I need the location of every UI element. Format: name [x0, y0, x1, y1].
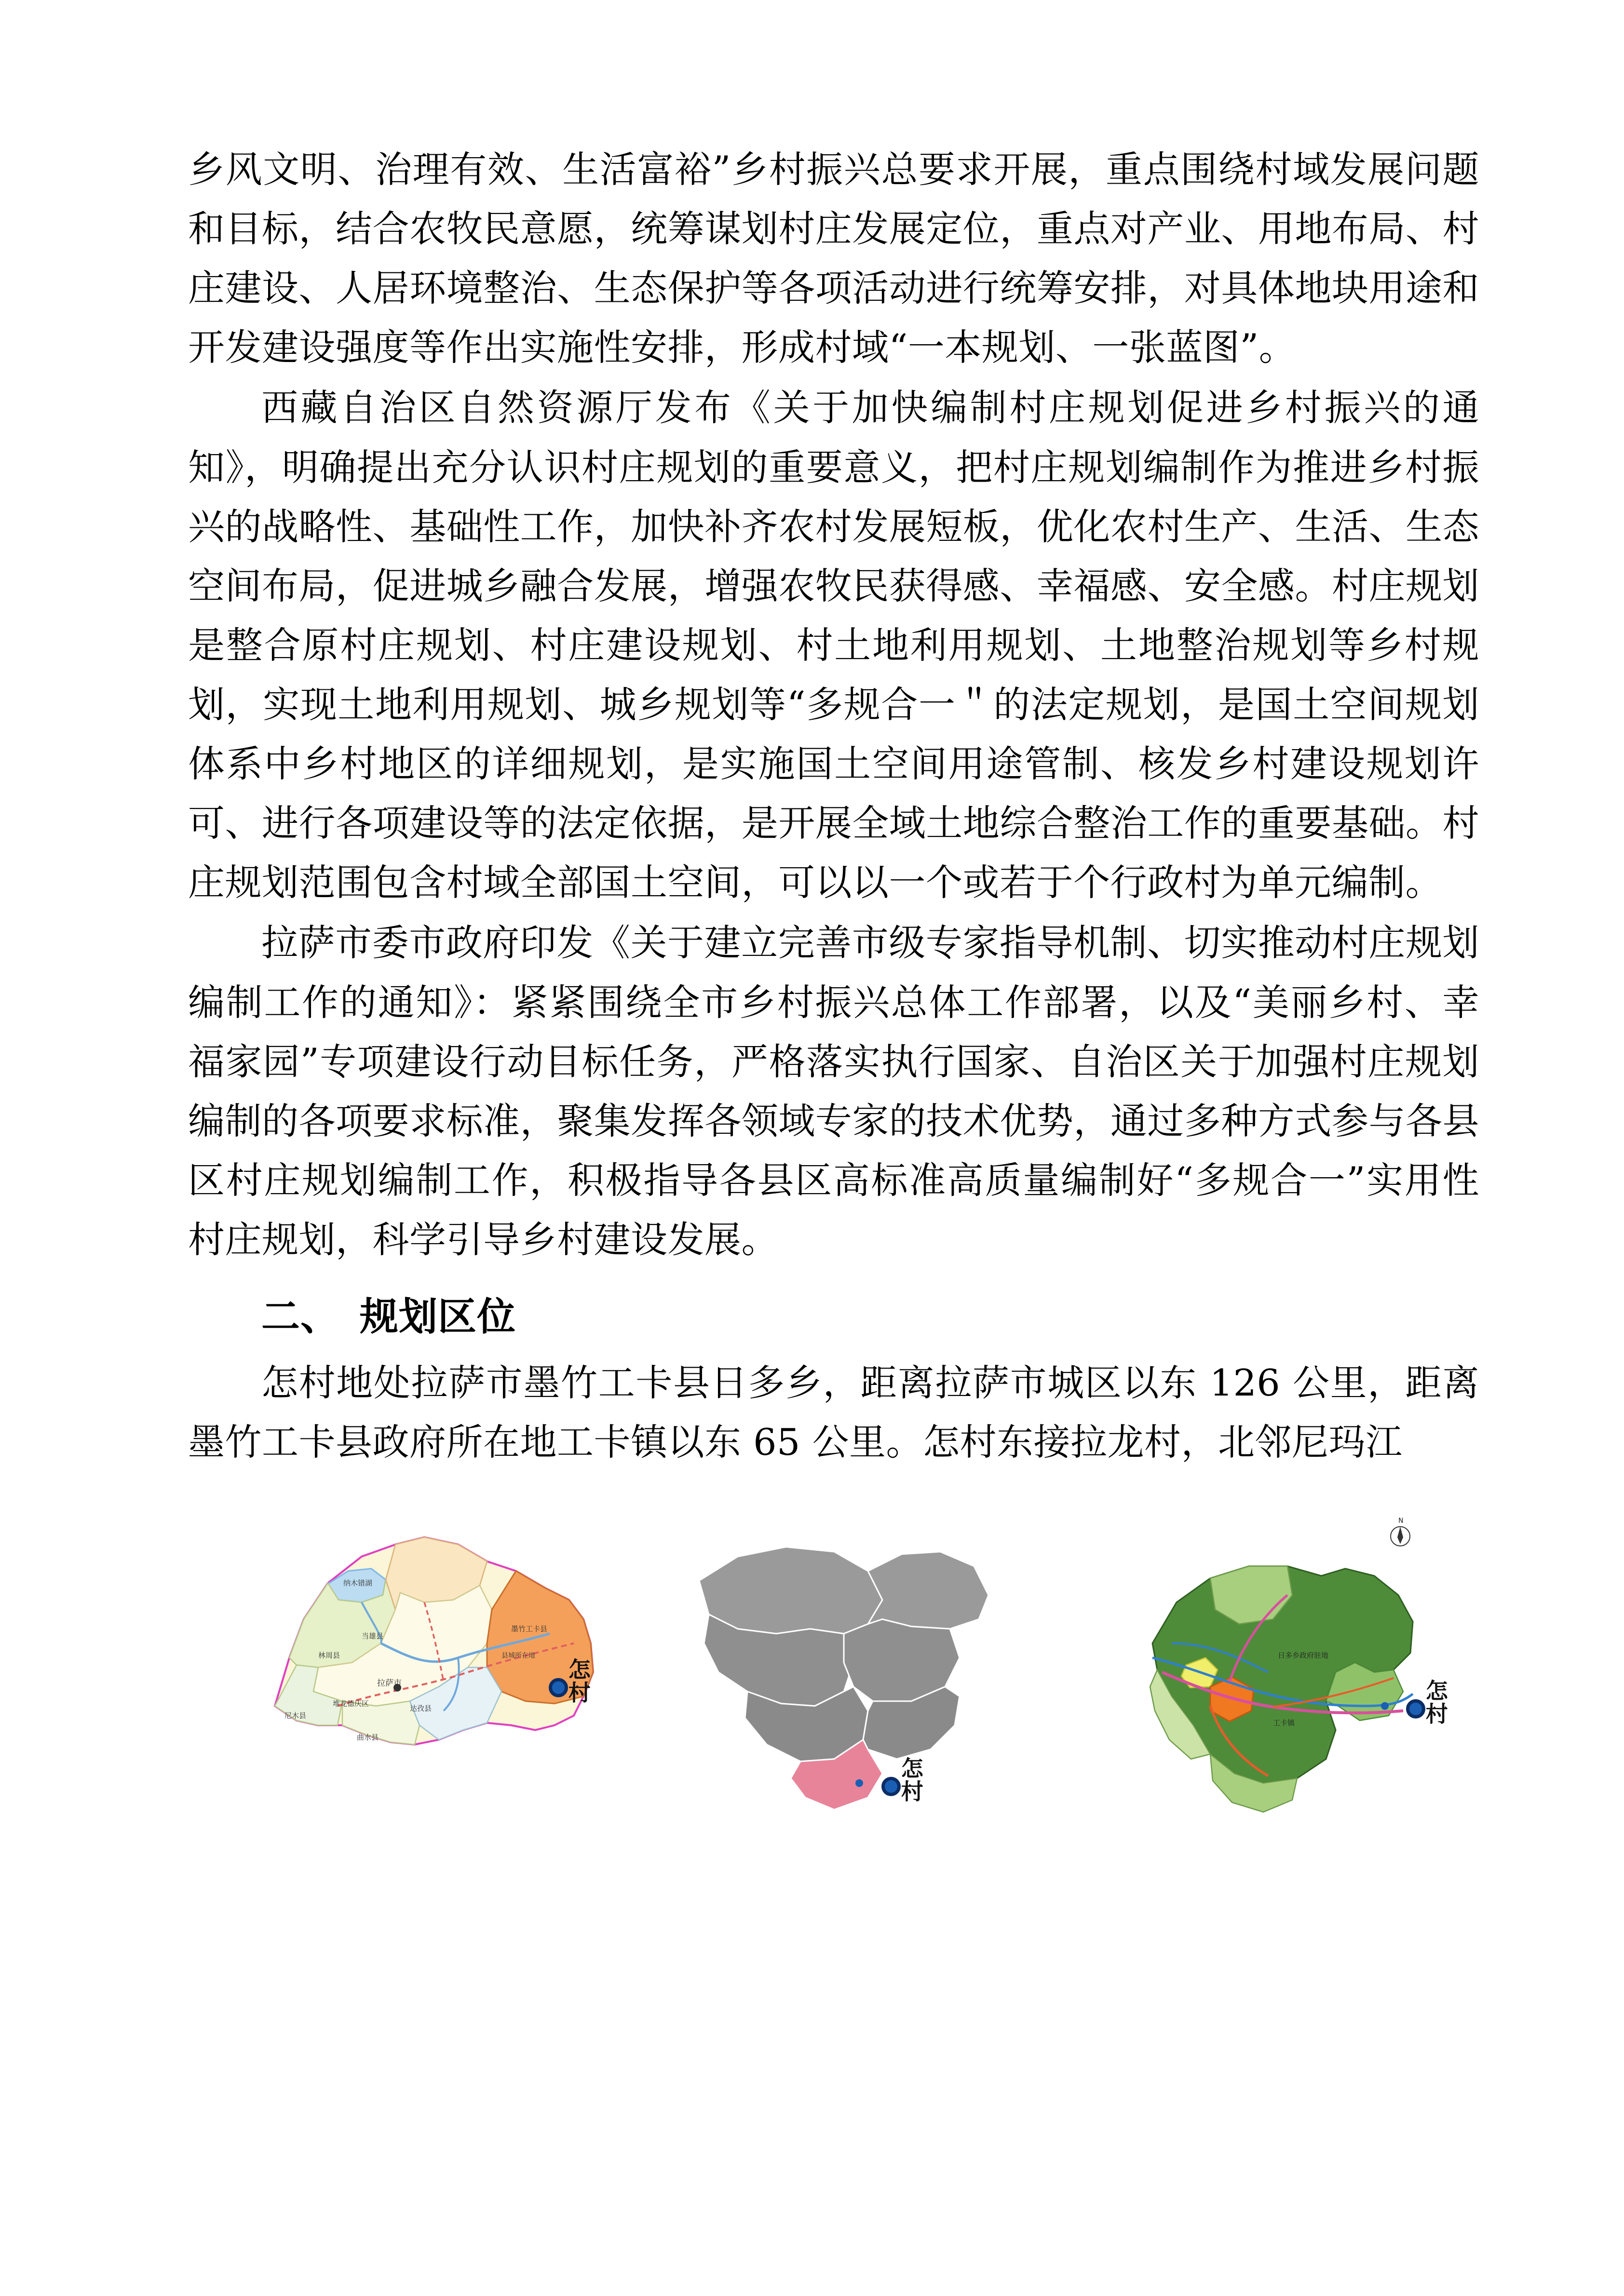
paragraph-3: 拉萨市委市政府印发《关于建立完善市级专家指导机制、切实推动村庄规划编制工作的通知》：紧紧围绕全市乡村振兴总体工作部署，以及“美丽乡村、幸福家园”专项建设行动目标任务，严格落实执行国家、自治区关于加强村庄规划编制的各项要求标准，聚集发挥各领域专家的技术优势，通过多种方式参与各县区村庄规划编制工作，积极指导各县区高标准高质量编制好“多规合一”实用性村庄规划，科学引导乡村建设发展。 [188, 921, 1479, 1261]
svg-text:纳木错湖: 纳木错湖 [343, 1578, 373, 1587]
paragraph-section-location: 怎村地处拉萨市墨竹工卡县日多乡，距离拉萨市城区以东 126 公里，距离墨竹工卡县政府所在地工卡镇以东 65 公里。怎村东接拉龙村，北邻尼玛江 [188, 1361, 1479, 1464]
figure-county-location [641, 1499, 1066, 1865]
figure-row [188, 1499, 1479, 1865]
document-body [188, 140, 1479, 1472]
section-heading [188, 1286, 1479, 1348]
paragraph-2: 西藏自治区自然资源厅发布《关于加快编制村庄规划促进乡村振兴的通知》，明确提出充分认识村庄规划的重要意义，把村庄规划编制作为推进乡村振兴的战略性、基础性工作，加快补齐农村发展短板，优化农村生产、生活、生态空间布局，促进城乡融合发展，增强农牧民获得感、幸福感、安全感。村庄规划是整合原村庄规划、村庄建设规划、村土地利用规划、土地整治规划等乡村规划，实现土地利用规划、城乡规划等“多规合一＂的法定规划，是国土空间规划体系中乡村地区的详细规划，是实施国土空间用途管制、核发乡村建设规划许可、进行各项建设等的法定依据，是开展全域土地综合整治工作的重要基础。村庄规划范围包含村域全部国土空间，可以以一个或若于个行政村为单元编制。 [188, 386, 1479, 904]
section-number: 二、 [261, 1294, 339, 1340]
svg-text:县城所在地: 县城所在地 [501, 1652, 535, 1660]
svg-text:林周县: 林周县 [318, 1651, 340, 1660]
figure-township-detail [1066, 1499, 1490, 1865]
svg-text:拉萨市: 拉萨市 [377, 1678, 402, 1688]
svg-text:达孜县: 达孜县 [410, 1704, 432, 1713]
figure-2-label: 怎村 [897, 1756, 924, 1803]
svg-text:曲水县: 曲水县 [357, 1732, 379, 1742]
compass-icon [1391, 1517, 1410, 1546]
svg-text:工卡镇: 工卡镇 [1273, 1718, 1295, 1727]
svg-text:N: N [1398, 1517, 1404, 1525]
svg-text:当雄县: 当雄县 [362, 1631, 384, 1640]
paragraph-1: 乡风文明、治理有效、生活富裕”乡村振兴总要求开展，重点围绕村域发展问题和目标，结合农牧民意愿，统筹谋划村庄发展定位，重点对产业、用地布局、村庄建设、人居环境整治、生态保护等各项活动进行统筹安排，对具体地块用途和开发建设强度等作出实施性安排，形成村域“一本规划、一张蓝图”。 [188, 148, 1479, 369]
figure-lhasa-region [217, 1499, 641, 1865]
figure-1-label: 怎村 [565, 1657, 591, 1704]
figure-3-label: 怎村 [1422, 1678, 1448, 1725]
section-title: 规划区位 [360, 1294, 516, 1340]
county-location-map-graphic [641, 1499, 1066, 1865]
svg-text:尼木县: 尼木县 [284, 1711, 307, 1720]
svg-text:堆龙德庆区: 堆龙德庆区 [333, 1699, 369, 1708]
svg-text:日多乡政府驻地: 日多乡政府驻地 [1278, 1651, 1329, 1660]
svg-text:墨竹工卡县: 墨竹工卡县 [511, 1624, 548, 1633]
